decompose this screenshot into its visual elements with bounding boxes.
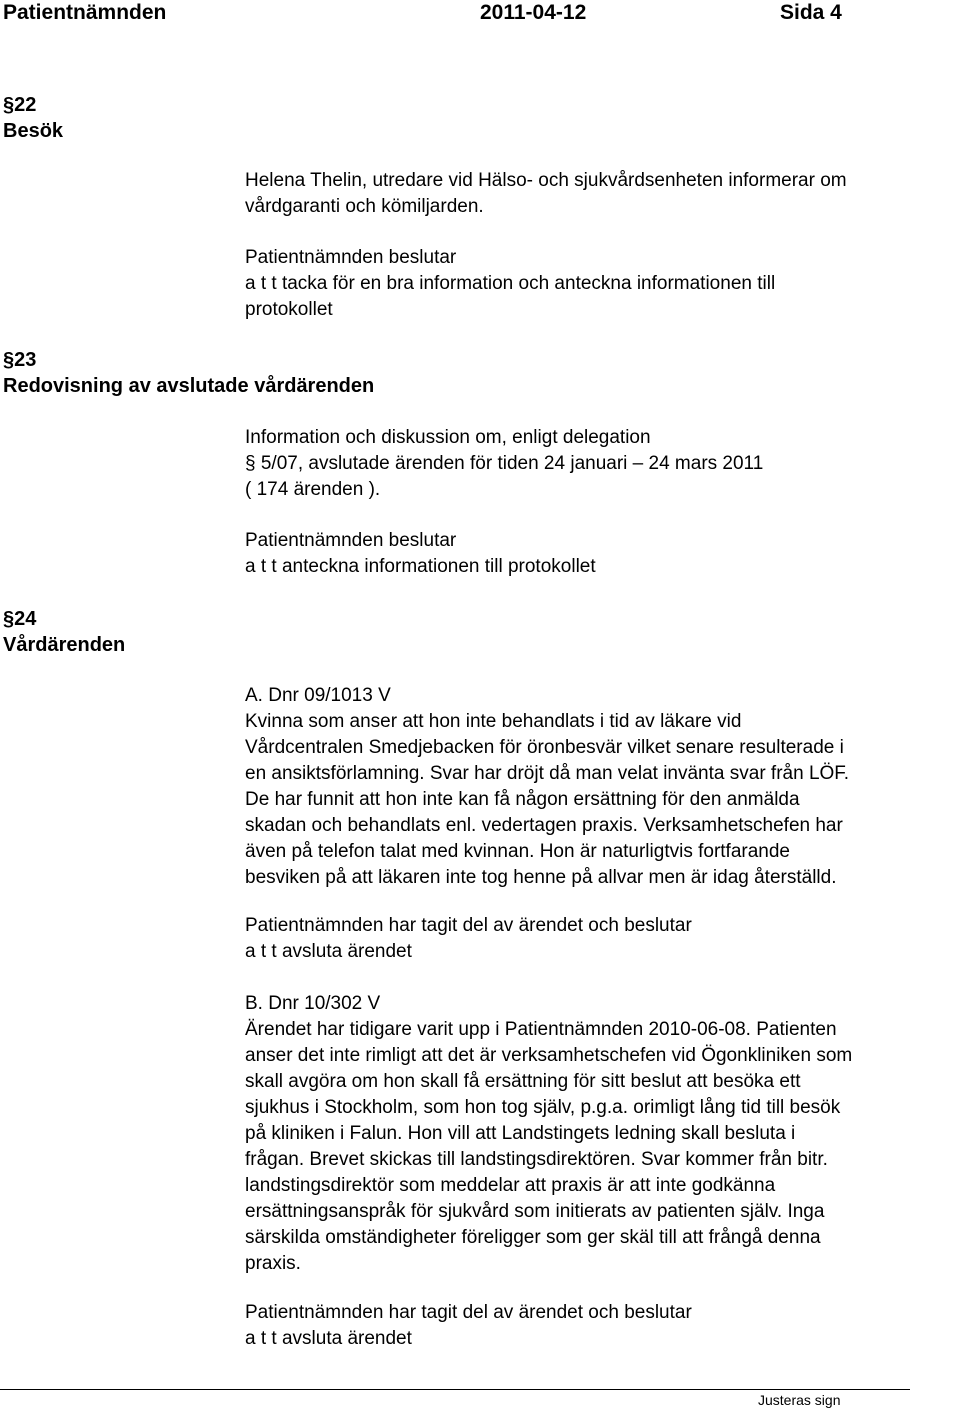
text-line: Kvinna som anser att hon inte behandlats i tid av läkare vid (245, 711, 742, 732)
section-23-number: §23 (3, 349, 37, 371)
text-line: a t t avsluta ärendet (245, 1328, 412, 1349)
text-line: sjukhus i Stockholm, som hon tog själv, p.g.a. orimligt lång tid till besök (245, 1097, 841, 1118)
text-line: a t t tacka för en bra information och anteckna informationen till (245, 273, 776, 294)
text-line: en ansiktsförlamning. Svar har dröjt då man velat invänta svar från LÖF. (245, 763, 850, 784)
text-line: vårdgaranti och kömiljarden. (245, 196, 484, 217)
section-22-number: §22 (3, 94, 37, 116)
text-line: besviken på att läkaren inte tog henne på allvar men är idag återställd. (245, 867, 837, 888)
text-line: Patientnämnden har tagit del av ärendet och beslutar (245, 915, 692, 936)
text-line: ersättningsanspråk för sjukvård som initierats av patienten själv. Inga (245, 1201, 825, 1222)
section-23-title: Redovisning av avslutade vårdärenden (3, 375, 375, 397)
section-22-title: Besök (3, 120, 64, 142)
text-line: De har funnit att hon inte kan få någon ersättning för den anmälda (245, 789, 800, 810)
text-line: Helena Thelin, utredare vid Hälso- och sjukvårdsenheten informerar om (245, 170, 847, 191)
case-a-heading: A. Dnr 09/1013 V (245, 685, 391, 706)
text-line: Information och diskussion om, enligt delegation (245, 427, 651, 448)
text-line: även på telefon talat med kvinnan. Hon är naturligtvis fortfarande (245, 841, 790, 862)
case-b-heading: B. Dnr 10/302 V (245, 993, 381, 1014)
section-23-info (245, 425, 957, 503)
text-line: skall avgöra om hon skall få ersättning för sitt beslut att besöka ett (245, 1071, 801, 1092)
section-24-number: §24 (3, 608, 37, 630)
text-line: § 5/07, avslutade ärenden för tiden 24 januari – 24 mars 2011 (245, 453, 764, 474)
text-line: protokollet (245, 299, 333, 320)
text-line: landstingsdirektör som meddelar att praxis är att inte godkänna (245, 1175, 776, 1196)
case-a-decision (245, 913, 957, 965)
text-line: anser det inte rimligt att det är verksamhetschefen vid Ögonkliniken som (245, 1045, 853, 1066)
section-23-decision (245, 528, 957, 580)
text-line: Ärendet har tidigare varit upp i Patientnämnden 2010-06-08. Patienten (245, 1019, 837, 1040)
text-line: skadan och behandlats enl. vedertagen praxis. Verksamhetschefen har (245, 815, 843, 836)
text-line: praxis. (245, 1253, 301, 1274)
text-line: Patientnämnden beslutar (245, 530, 457, 551)
text-line: ( 174 ärenden ). (245, 479, 381, 500)
section-24-title: Vårdärenden (3, 634, 126, 656)
signature-line (0, 1389, 910, 1390)
signature-label: Justeras sign (758, 1392, 841, 1408)
section-22-decision (245, 245, 957, 323)
text-line: Patientnämnden har tagit del av ärendet och beslutar (245, 1302, 692, 1323)
header-date: 2011-04-12 (480, 1, 587, 24)
text-line: särskilda omständigheter föreligger som ger skäl till att frångå denna (245, 1227, 821, 1248)
text-line: frågan. Brevet skickas till landstingsdirektören. Svar kommer från bitr. (245, 1149, 828, 1170)
section-22-info (245, 168, 957, 220)
case-a (245, 683, 957, 891)
header-page: Sida 4 (780, 1, 842, 24)
case-b (245, 991, 957, 1277)
text-line: på kliniken i Falun. Hon vill att Landstingets ledning skall besluta i (245, 1123, 796, 1144)
text-line: Vårdcentralen Smedjebacken för öronbesvär vilket senare resulterade i (245, 737, 844, 758)
text-line: a t t anteckna informationen till protokollet (245, 556, 596, 577)
header-org: Patientnämnden (3, 1, 167, 24)
text-line: a t t avsluta ärendet (245, 941, 412, 962)
case-b-decision (245, 1300, 957, 1352)
text-line: Patientnämnden beslutar (245, 247, 457, 268)
